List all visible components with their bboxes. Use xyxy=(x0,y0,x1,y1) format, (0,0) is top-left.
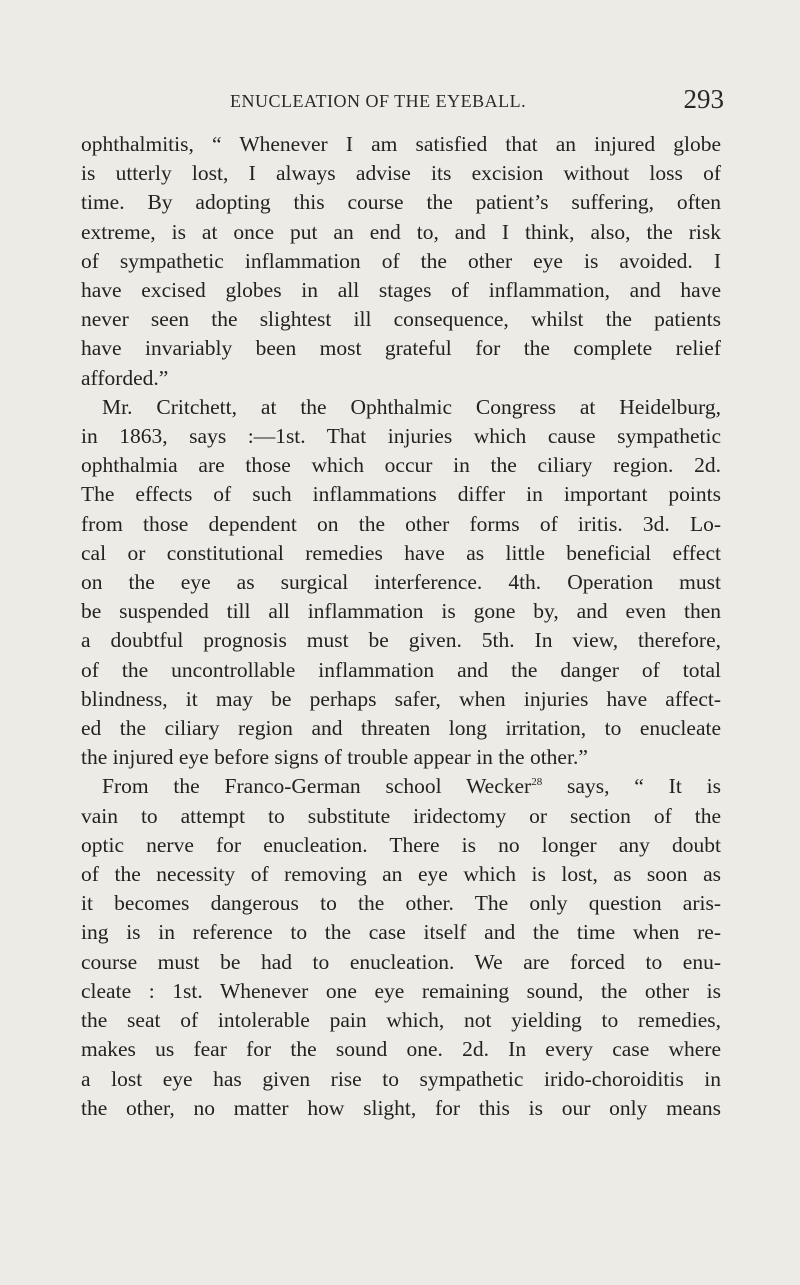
text-line: Mr. Critchett, at the Ophthalmic Congress at Heidelburg, xyxy=(102,394,721,419)
text-line: is utterly lost, I always advise its excision without loss of xyxy=(81,161,721,186)
text-line: have excised globes in all stages of inflammation, and have xyxy=(81,278,721,303)
text-line: cleate : 1st. Whenever one eye remaining sound, the other is xyxy=(81,978,721,1003)
text-line xyxy=(81,772,721,801)
text-line: the other, no matter how slight, for this is our only means xyxy=(81,1095,721,1120)
body-text xyxy=(81,130,721,1123)
text-line: the injured eye before signs of trouble appear in the other.” xyxy=(81,745,588,770)
text-line: ed the ciliary region and threaten long irritation, to enucleate xyxy=(81,716,721,741)
text-line: be suspended till all inflammation is gone by, and even then xyxy=(81,599,721,624)
text-line: from those dependent on the other forms of iritis. 3d. Lo- xyxy=(81,511,721,536)
running-head: ENUCLEATION OF THE EYEBALL. xyxy=(230,91,527,111)
text-line: of sympathetic inflammation of the other eye is avoided. I xyxy=(81,248,721,273)
page-number: 293 xyxy=(683,84,724,114)
text-line: The effects of such inflammations differ in important points xyxy=(81,482,721,507)
text-line: blindness, it may be perhaps safer, when injuries have affect- xyxy=(81,686,721,711)
text-line: ing is in reference to the case itself and the time when re- xyxy=(81,920,721,945)
text-line: a doubtful prognosis must be given. 5th. In view, therefore, xyxy=(81,628,721,653)
text-line: have invariably been most grateful for the complete relief xyxy=(81,336,721,361)
text-line: of the uncontrollable inflammation and the danger of total xyxy=(81,657,721,682)
text-line: time. By adopting this course the patient’s suffering, often xyxy=(81,190,721,215)
text-line: a lost eye has given rise to sympathetic irido-choroiditis in xyxy=(81,1066,721,1091)
text-line: it becomes dangerous to the other. The only question aris- xyxy=(81,891,721,916)
text-line: course must be had to enucleation. We are forced to enu- xyxy=(81,949,721,974)
footnote-ref: 28 xyxy=(531,776,543,789)
text-line: ophthalmia are those which occur in the ciliary region. 2d. xyxy=(81,453,721,478)
text-line: afforded.” xyxy=(81,365,169,390)
text-line: the seat of intolerable pain which, not yielding to remedies, xyxy=(81,1008,721,1033)
text-line: vain to attempt to substitute iridectomy or section of the xyxy=(81,803,721,828)
text-line: ophthalmitis, “ Whenever I am satisfied that an injured globe xyxy=(81,132,721,156)
text-line: of the necessity of removing an eye which is lost, as soon as xyxy=(81,862,721,887)
text-line: never seen the slightest ill consequence, whilst the patients xyxy=(81,307,721,332)
text-line: optic nerve for enucleation. There is no longer any doubt xyxy=(81,832,721,857)
text-line: extreme, is at once put an end to, and I think, also, the risk xyxy=(81,219,721,244)
text-fragment: says, “ It is xyxy=(542,774,721,799)
text-fragment: From the Franco-German school Wecker xyxy=(102,774,532,799)
text-line: cal or constitutional remedies have as little beneficial effect xyxy=(81,540,721,565)
text-line: makes us fear for the sound one. 2d. In every case where xyxy=(81,1037,721,1062)
text-line: in 1863, says :—1st. That injuries which cause sympathetic xyxy=(81,424,721,449)
text-line: on the eye as surgical interference. 4th. Operation must xyxy=(81,570,721,595)
